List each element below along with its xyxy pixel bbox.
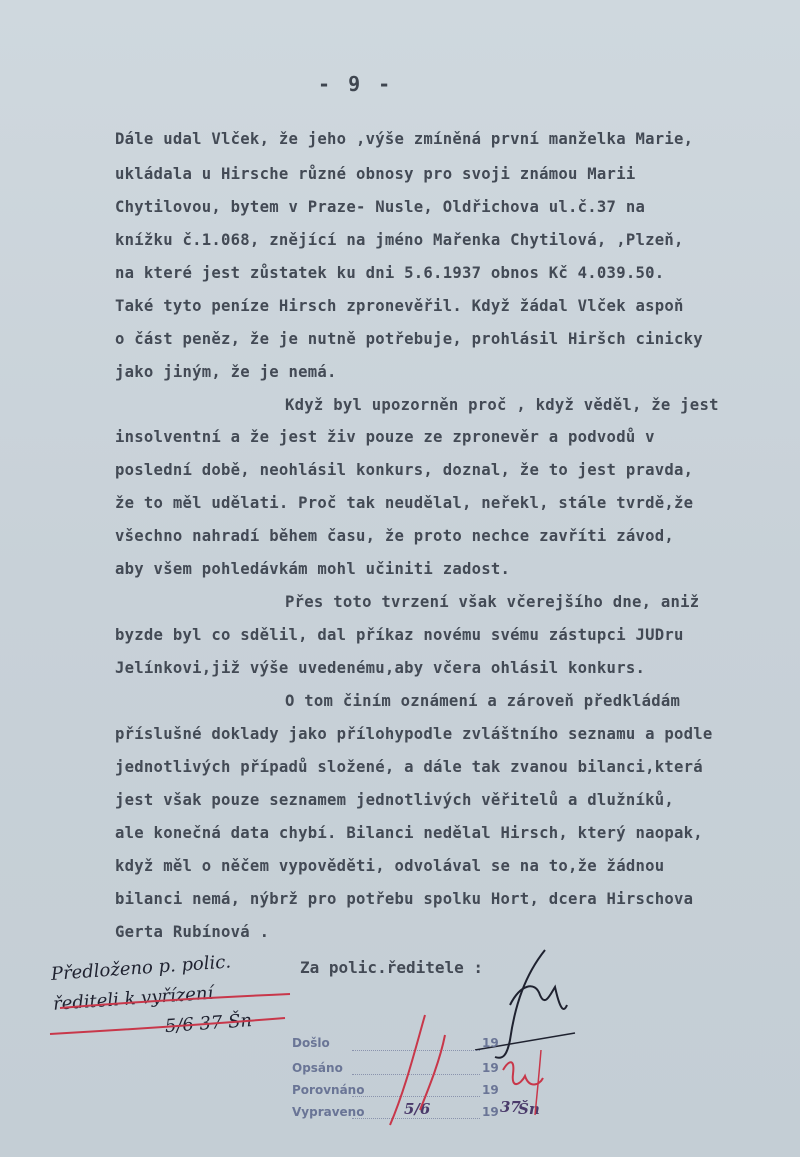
stamp-hand-date: 5/6	[404, 1100, 431, 1118]
body-line: O tom činím oznámení a zároveň předkládám	[285, 692, 681, 710]
page-number: - 9 -	[318, 72, 394, 96]
body-line: o část peněz, že je nutně potřebuje, prohlásil Hiršch cinicky	[115, 330, 703, 348]
body-line: na které jest zůstatek ku dni 5.6.1937 obnos Kč 4.039.50.	[115, 264, 665, 282]
stamp-row-label: Opsáno	[292, 1061, 343, 1075]
stamp-row	[292, 1036, 499, 1050]
stamp-row-label: Došlo	[292, 1036, 330, 1050]
body-line: že to měl udělati. Proč tak neudělal, neřekl, stále tvrdě,že	[115, 494, 694, 512]
body-line: aby všem pohledávkám mohl učiniti zadost.	[115, 560, 511, 578]
body-line: Dále udal Vlček, že jeho ,výše zmíněná první manželka Marie,	[115, 130, 694, 148]
stamp-row	[292, 1083, 499, 1097]
body-line: jako jiným, že je nemá.	[115, 363, 337, 381]
body-line: všechno nahradí během času, že proto nechce zavříti závod,	[115, 527, 675, 545]
body-line: insolventní a že jest živ pouze ze zpronevěr a podvodů v	[115, 428, 655, 446]
body-line: knížku č.1.068, znějící na jméno Mařenka Chytilová, ,Plzeň,	[115, 231, 684, 249]
body-line: ale konečná data chybí. Bilanci nedělal Hirsch, který naopak,	[115, 824, 703, 842]
body-line: Když byl upozorněn proč , když věděl, že jest	[285, 396, 719, 414]
stamp-row-year: 19	[482, 1036, 499, 1050]
handwritten-note-line: Předloženo p. polic.	[50, 951, 232, 985]
stamp-row-year: 19	[482, 1105, 499, 1119]
body-line: příslušné doklady jako přílohypodle zvláštního seznamu a podle	[115, 725, 713, 743]
stamp-row	[292, 1061, 499, 1075]
handwritten-note-line: řediteli k vyřízení	[52, 982, 214, 1015]
body-line: když měl o něčem vypověděti, odvolával se na to,že žádnou	[115, 857, 665, 875]
body-line: jest však pouze seznamem jednotlivých věřitelů a dlužníků,	[115, 791, 675, 809]
stamp-row-label: Vypraveno	[292, 1105, 365, 1119]
body-line: Také tyto peníze Hirsch zpronevěřil. Když žádal Vlček aspoň	[115, 297, 684, 315]
body-line: Chytilovou, bytem v Praze- Nusle, Oldřichova ul.č.37 na	[115, 198, 646, 216]
red-underline-icon	[40, 990, 300, 1050]
body-line: Gerta Rubínová .	[115, 923, 270, 941]
body-line: Přes toto tvrzení však včerejšího dne, aniž	[285, 593, 700, 611]
body-line: Jelínkovi,již výše uvedenému,aby včera ohlásil konkurs.	[115, 659, 646, 677]
red-pencil-mark-icon	[370, 1010, 470, 1130]
body-line: jednotlivých případů složené, a dále tak zvanou bilanci,která	[115, 758, 703, 776]
stamp-row-year: 19	[482, 1083, 499, 1097]
red-scribble-icon	[495, 1040, 555, 1120]
signoff-text: Za polic.ředitele :	[300, 958, 484, 977]
stamp-row-label: Porovnáno	[292, 1083, 365, 1097]
body-line: poslední době, neohlásil konkurs, doznal, že to jest pravda,	[115, 461, 694, 479]
stamp-row-year: 19	[482, 1061, 499, 1075]
body-line: bilanci nemá, nýbrž pro potřebu spolku Hort, dcera Hirschova	[115, 890, 694, 908]
body-line: ukládala u Hirsche různé obnosy pro svoji známou Marii	[115, 165, 636, 183]
stamp-hand-year: 37	[500, 1098, 521, 1116]
body-line: byzde byl co sdělil, dal příkaz novému svému zástupci JUDru	[115, 626, 684, 644]
stamp-hand-initials: Šn	[518, 1100, 540, 1118]
handwritten-note-line: 5/6 37 Šn	[164, 1010, 253, 1038]
